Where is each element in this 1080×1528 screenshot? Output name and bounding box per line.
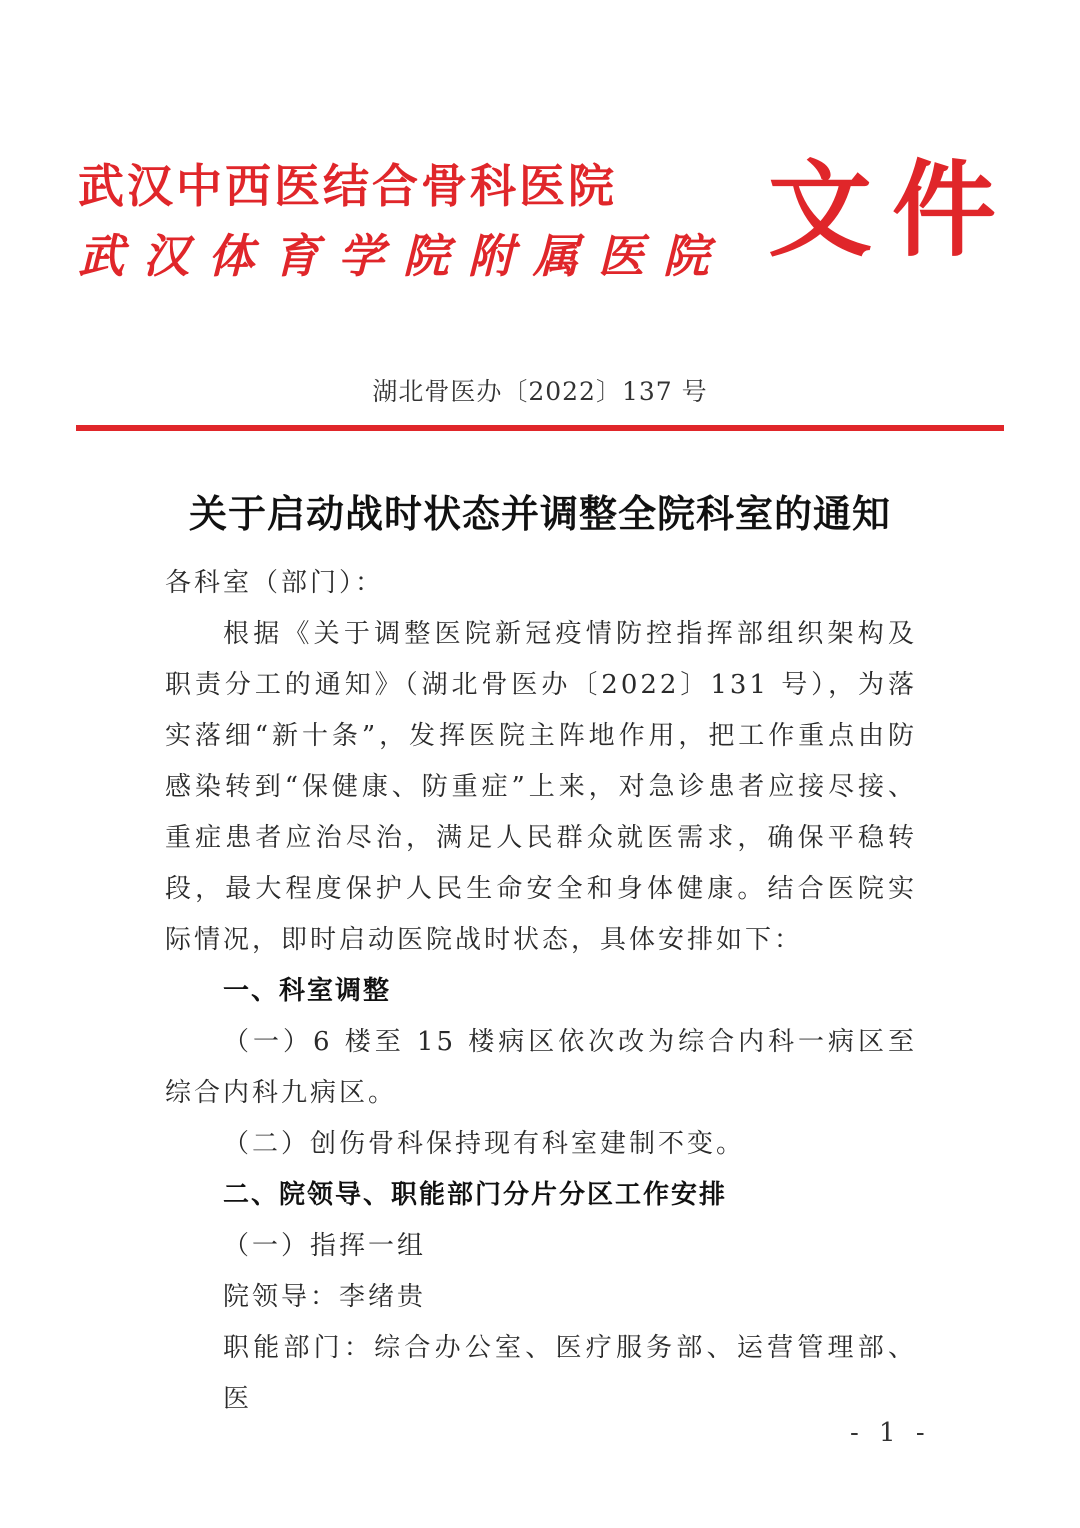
section-heading-1: 一、科室调整 (223, 976, 392, 1006)
document-title: 关于启动战时状态并调整全院科室的通知 (188, 491, 891, 536)
intro-paragraph: 根据《关于调整医院新冠疫情防控指挥部组织架构及职责分工的通知》（湖北骨医办〔2022〕131 号），为落实落细“新十条”，发挥医院主阵地作用，把工作重点由防感染转到“保健康、防重症”上来，对急诊患者应接尽接、重症患者应治尽治，满足人民群众就医需求，确保平稳转段，最大程度保护人民生命安全和身体健康。结合医院实际情况，即时启动医院战时状态，具体安排如下： (165, 619, 917, 955)
document-body (165, 558, 917, 1425)
page-number: - 1 - (850, 1418, 931, 1448)
section-heading-2: 二、院领导、职能部门分片分区工作安排 (223, 1180, 728, 1210)
issuer-name-line1: 武汉中西医结合骨科医院 (78, 159, 617, 213)
salutation: 各科室（部门）： (165, 568, 385, 598)
departments-line: 职能部门：综合办公室、医疗服务部、运营管理部、医 (223, 1333, 917, 1414)
document-type-label: 文件 (768, 148, 1017, 271)
document-number: 湖北骨医办〔2022〕137 号 (372, 377, 708, 406)
section1-item-2: （二）创伤骨科保持现有科室建制不变。 (223, 1129, 746, 1159)
section1-item-1: （一）6 楼至 15 楼病区依次改为综合内科一病区至综合内科九病区。 (165, 1027, 917, 1108)
issuer-name-line2: 武汉体育学院附属医院 (78, 229, 728, 283)
leader-line: 院领导：李绪贵 (223, 1282, 427, 1312)
red-divider-line (76, 425, 1004, 431)
group1-heading: （一）指挥一组 (223, 1231, 427, 1261)
